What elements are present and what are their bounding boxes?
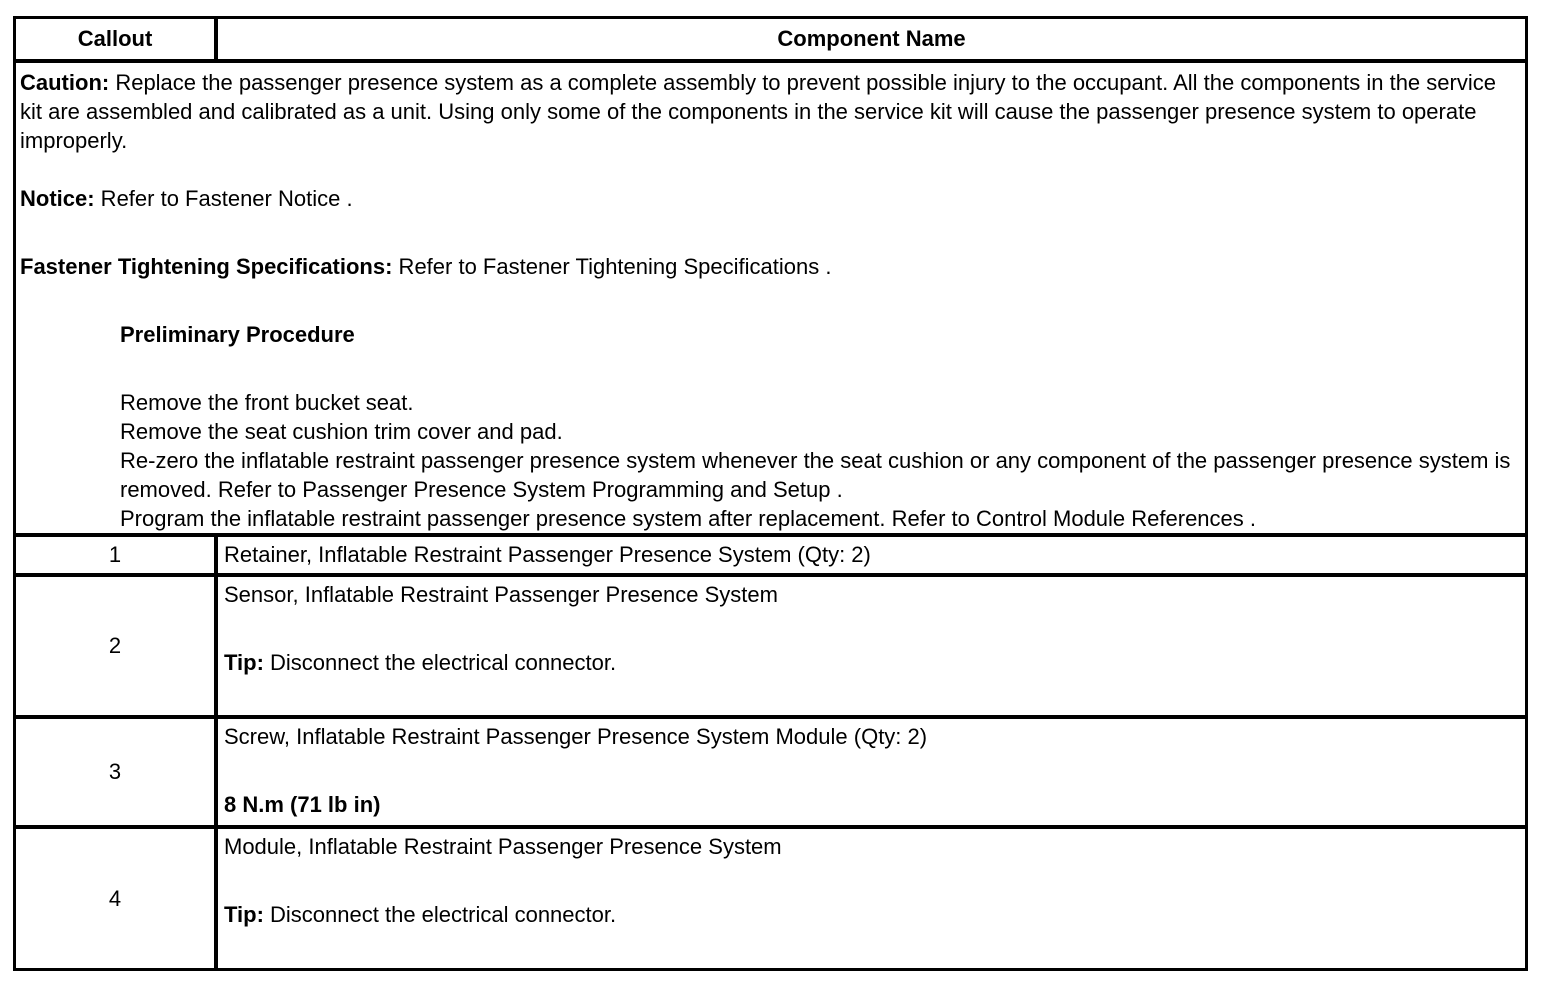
table-row [16,533,1525,573]
component-cell [218,829,1525,968]
callout-number: 3 [16,719,218,825]
procedure-title: Preliminary Procedure [120,322,355,347]
table-row [16,825,1525,968]
caution-text: Replace the passenger presence system as a complete assembly to prevent possible injury to the occupant. All the components in the service kit are assembled and calibrated as a unit. Using only some of the components in the service kit will cause the passenger presence system to operate improperly. [20,70,1496,153]
table-row [16,715,1525,825]
notice-paragraph [20,184,1521,213]
caution-label: Caution: [20,70,110,95]
table-header-row [16,19,1525,59]
component-cell [218,577,1525,715]
component-name: Module, Inflatable Restraint Passenger Presence System [224,834,782,859]
table-row [16,573,1525,715]
tip-line [224,901,1525,929]
notice-text: Refer to Fastener Notice . [94,186,353,211]
tip-text: Disconnect the electrical connector. [263,902,617,927]
component-table [13,16,1528,971]
tip-line [224,649,1525,677]
fastener-spec-paragraph [20,252,1521,281]
fastener-spec-label: Fastener Tightening Specifications: [20,254,393,279]
callout-number: 2 [16,577,218,715]
procedure-step: Program the inflatable restraint passenger presence system after replacement. Refer to Control Module References . [120,506,1256,531]
preliminary-procedure [20,320,1521,533]
torque-spec: 8 N.m (71 lb in) [224,792,381,817]
callout-number: 1 [16,537,218,573]
callout-number: 4 [16,829,218,968]
procedure-step: Remove the front bucket seat. [120,390,414,415]
fastener-spec-text: Refer to Fastener Tightening Specifications . [392,254,832,279]
notes-section [16,59,1525,533]
tip-label: Tip: [224,902,264,927]
caution-paragraph [20,68,1521,155]
tip-label: Tip: [224,650,264,675]
component-cell [218,719,1525,825]
component-name: Retainer, Inflatable Restraint Passenger Presence System (Qty: 2) [224,542,871,567]
notice-label: Notice: [20,186,95,211]
component-name: Sensor, Inflatable Restraint Passenger Presence System [224,582,778,607]
procedure-step: Remove the seat cushion trim cover and pad. [120,419,563,444]
procedure-step: Re-zero the inflatable restraint passenger presence system whenever the seat cushion or any component of the passenger presence system is removed. Refer to Passenger Presence System Programming and Setup . [120,448,1511,502]
component-name: Screw, Inflatable Restraint Passenger Presence System Module (Qty: 2) [224,724,928,749]
component-name-header: Component Name [777,26,966,51]
tip-text: Disconnect the electrical connector. [263,650,617,675]
callout-header: Callout [16,19,218,59]
